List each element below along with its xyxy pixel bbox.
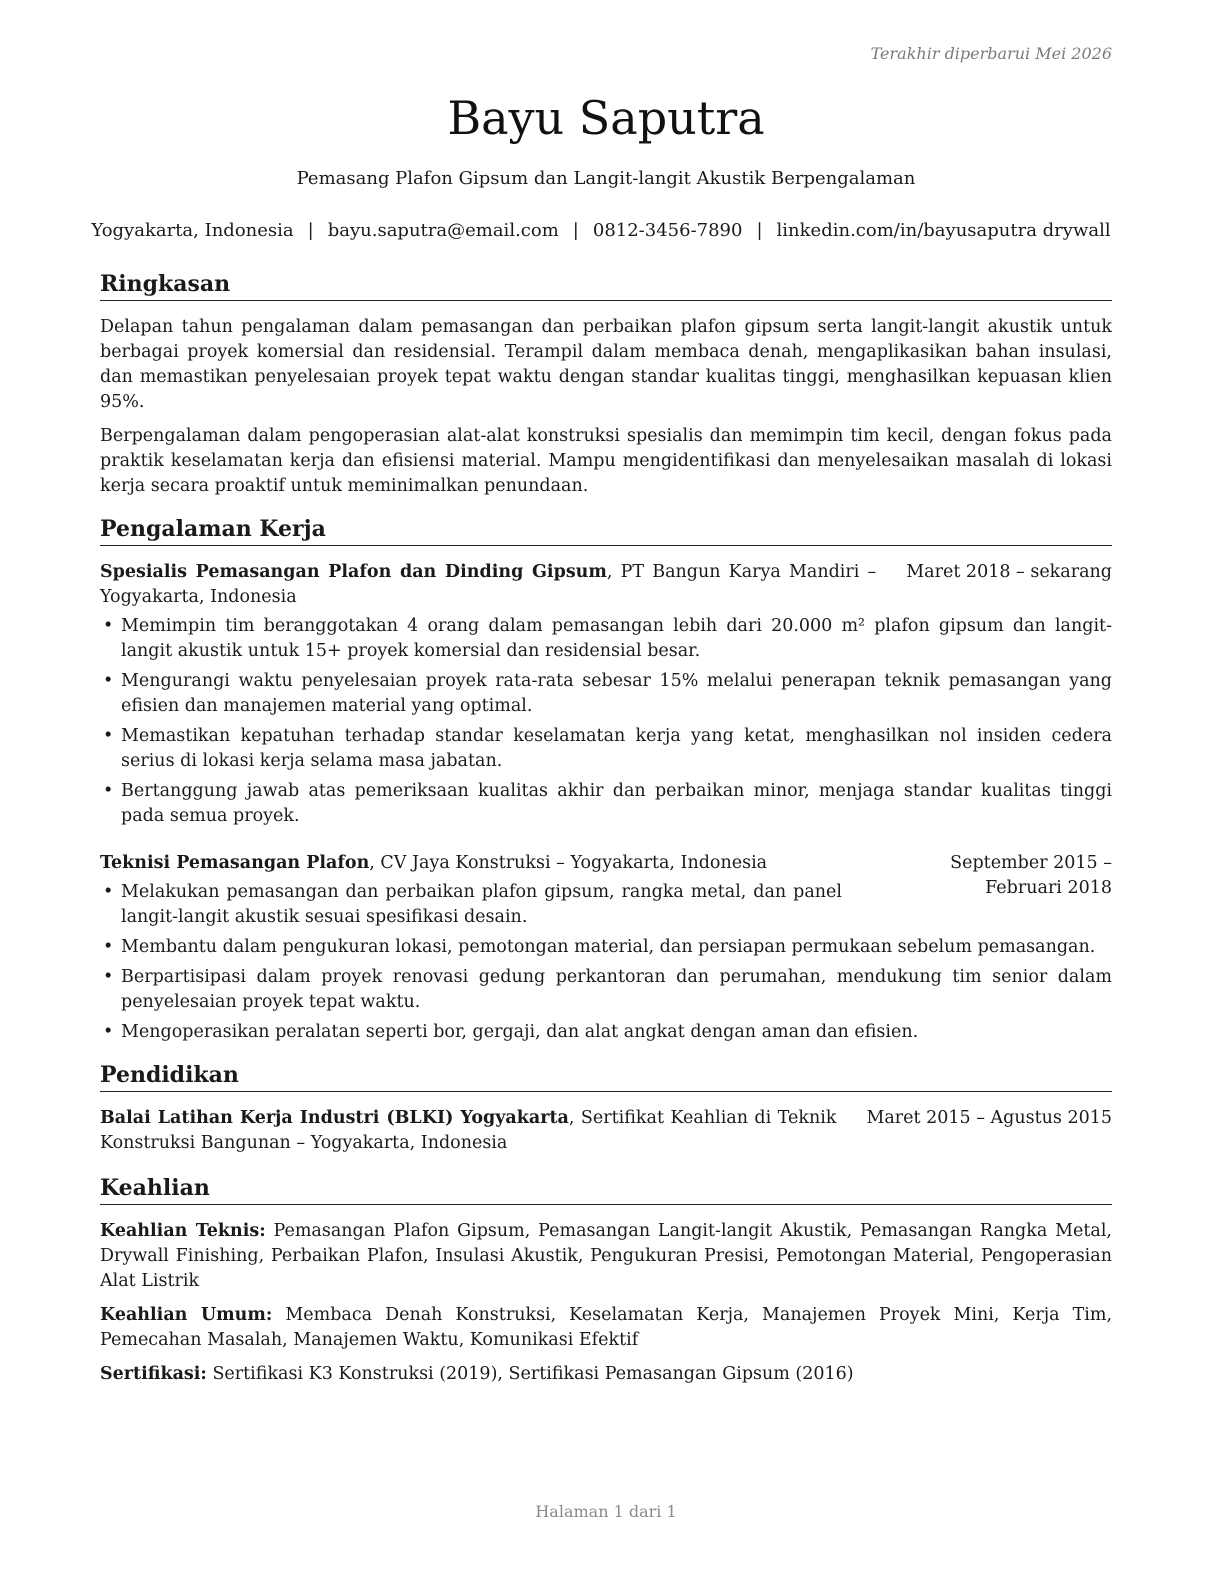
job-header <box>100 560 1112 610</box>
skill-line-technical <box>100 1219 1112 1294</box>
bullet-text: Memastikan kepatuhan terhadap standar keselamatan kerja yang ketat, menghasilkan nol insiden cedera serius di lokasi kerja selama masa jabatan. <box>121 726 1112 771</box>
bullet-icon: • <box>103 726 114 746</box>
contact-separator: | <box>572 220 579 241</box>
bullet-icon: • <box>103 671 114 691</box>
section-title-summary: Ringkasan <box>100 270 1112 301</box>
contact-phone: 0812-3456-7890 <box>592 220 743 241</box>
job-dates: September 2015 – Februari 2018 <box>950 853 1112 898</box>
list-item <box>100 614 1112 664</box>
bullet-icon: • <box>103 1022 114 1042</box>
section-title-experience: Pengalaman Kerja <box>100 515 1112 546</box>
job-role: Spesialis Pemasangan Plafon dan Dinding Gipsum <box>100 562 607 582</box>
section-title-skills: Keahlian <box>100 1174 1112 1205</box>
job-company: , PT Bangun Karya Mandiri – Yogyakarta, Indonesia <box>100 562 877 607</box>
section-title-education: Pendidikan <box>100 1061 1112 1092</box>
page-number-footer: Halaman 1 dari 1 <box>535 1502 677 1521</box>
skill-text: Sertifikasi K3 Konstruksi (2019), Sertifikasi Pemasangan Gipsum (2016) <box>206 1364 854 1384</box>
skill-text: Membaca Denah Konstruksi, Keselamatan Kerja, Manajemen Proyek Mini, Kerja Tim, Pemecahan Masalah, Manajemen Waktu, Komunikasi Efektif <box>100 1305 1113 1350</box>
job-entry <box>100 851 1112 1045</box>
bullet-icon: • <box>103 616 114 636</box>
last-updated-note: Terakhir diperbarui Mei 2026 <box>870 44 1112 63</box>
job-company: , CV Jaya Konstruksi – Yogyakarta, Indonesia <box>369 853 768 873</box>
list-item <box>100 880 1112 930</box>
job-role: Teknisi Pemasangan Plafon <box>100 853 370 873</box>
bullet-icon: • <box>103 781 114 801</box>
contact-email[interactable]: bayu.saputra@email.com <box>327 220 559 241</box>
contact-location: Yogyakarta, Indonesia <box>91 220 294 241</box>
bullet-text: Melakukan pemasangan dan perbaikan plafon gipsum, rangka metal, dan panel langit-langit akustik sesuai spesifikasi desain. <box>121 882 842 927</box>
bullet-icon: • <box>103 882 114 902</box>
bullet-text: Berpartisipasi dalam proyek renovasi gedung perkantoran dan perumahan, mendukung tim senior dalam penyelesaian proyek tepat waktu. <box>121 967 1112 1012</box>
candidate-tagline: Pemasang Plafon Gipsum dan Langit-langit Akustik Berpengalaman <box>296 168 916 189</box>
resume-page <box>91 0 1113 1584</box>
skill-label: Keahlian Umum: <box>100 1305 273 1325</box>
bullet-text: Membantu dalam pengukuran lokasi, pemotongan material, dan persiapan permukaan sebelum pemasangan. <box>121 937 1096 957</box>
contact-separator: | <box>756 220 763 241</box>
summary-paragraph: Berpengalaman dalam pengoperasian alat-alat konstruksi spesialis dan memimpin tim kecil, dengan fokus pada praktik keselamatan kerja dan efisiensi material. Mampu mengidentifikasi dan menyelesaikan masalah di lokasi kerja secara proaktif untuk meminimalkan penundaan. <box>100 426 1112 496</box>
contact-separator: | <box>307 220 314 241</box>
job-bullets <box>100 614 1112 829</box>
education-dates: Maret 2015 – Agustus 2015 <box>866 1108 1112 1128</box>
education-entry <box>100 1106 1112 1156</box>
education-school: Balai Latihan Kerja Industri (BLKI) Yogyakarta <box>100 1108 569 1128</box>
list-item <box>100 779 1112 829</box>
summary-section <box>100 270 1112 499</box>
bullet-icon: • <box>103 967 114 987</box>
summary-paragraph: Delapan tahun pengalaman dalam pemasangan dan perbaikan plafon gipsum serta langit-langit akustik untuk berbagai proyek komersial dan residensial. Terampil dalam membaca denah, mengaplikasikan bahan insulasi, dan memastikan penyelesaian proyek tepat waktu dengan standar kualitas tinggi, menghasilkan kepuasan klien 95%. <box>100 317 1112 412</box>
list-item <box>100 724 1112 774</box>
contact-line <box>90 220 1112 241</box>
job-bullets <box>100 880 1112 1045</box>
skill-line-general <box>100 1303 1112 1353</box>
job-dates: Maret 2018 – sekarang <box>906 562 1112 582</box>
experience-section <box>100 515 1112 1045</box>
skill-label: Sertifikasi: <box>100 1364 207 1384</box>
bullet-icon: • <box>103 937 114 957</box>
bullet-text: Bertanggung jawab atas pemeriksaan kualitas akhir dan perbaikan minor, menjaga standar kualitas tinggi pada semua proyek. <box>121 781 1112 826</box>
skill-text: Pemasangan Plafon Gipsum, Pemasangan Langit-langit Akustik, Pemasangan Rangka Metal, Drywall Finishing, Perbaikan Plafon, Insulasi Akustik, Pengukuran Presisi, Pemotongan Material, Pengoperasian Alat Listrik <box>100 1221 1112 1291</box>
bullet-text: Memimpin tim beranggotakan 4 orang dalam pemasangan lebih dari 20.000 m² plafon gipsum dan langit-langit akustik untuk 15+ proyek komersial dan residensial besar. <box>121 616 1112 661</box>
list-item <box>100 1020 1112 1045</box>
job-header <box>100 851 1112 898</box>
list-item <box>100 669 1112 719</box>
education-detail: , Sertifikat Keahlian di Teknik Konstruksi Bangunan – Yogyakarta, Indonesia <box>100 1108 837 1153</box>
contact-linkedin[interactable]: linkedin.com/in/bayusaputra drywall <box>776 220 1111 241</box>
skill-line-certification <box>100 1362 1112 1387</box>
resume-content <box>100 270 1112 1396</box>
candidate-name: Bayu Saputra <box>447 91 765 145</box>
bullet-text: Mengoperasikan peralatan seperti bor, gergaji, dan alat angkat dengan aman dan efisien. <box>121 1022 919 1042</box>
list-item <box>100 965 1112 1015</box>
education-section <box>100 1061 1112 1156</box>
bullet-text: Mengurangi waktu penyelesaian proyek rata-rata sebesar 15% melalui penerapan teknik pemasangan yang efisien dan manajemen material yang optimal. <box>121 671 1112 716</box>
list-item <box>100 935 1112 960</box>
skills-section <box>100 1174 1112 1387</box>
job-entry <box>100 560 1112 829</box>
skill-label: Keahlian Teknis: <box>100 1221 266 1241</box>
